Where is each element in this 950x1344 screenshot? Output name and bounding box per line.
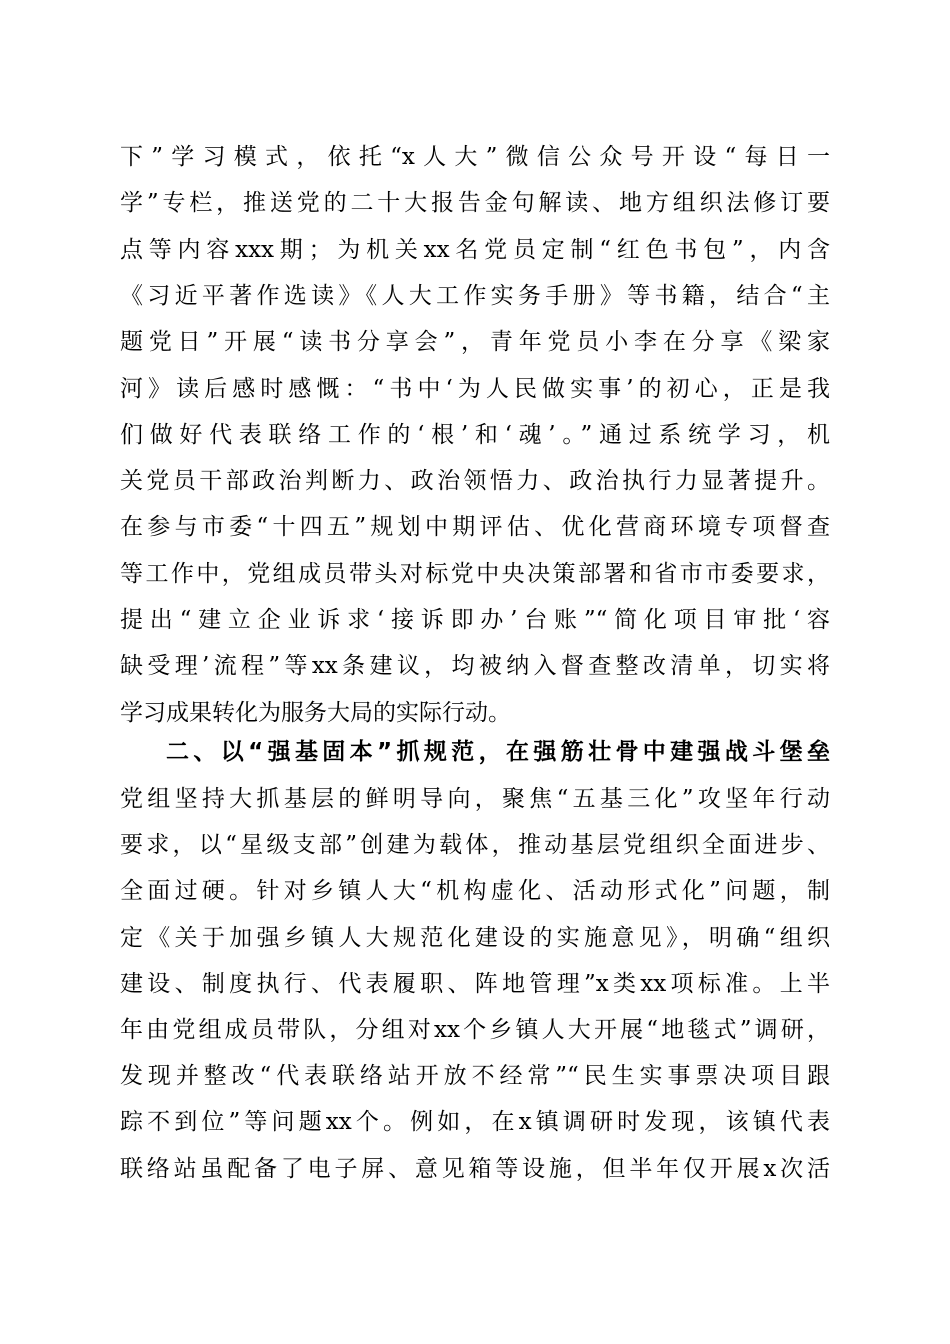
- text-line: 学”专栏，推送党的二十大报告金句解读、地方组织法修订要: [120, 190, 830, 217]
- text-line: 发现并整改“代表联络站开放不经常”“民生实事票决项目跟: [120, 1063, 830, 1090]
- text-line: 要求，以“星级支部”创建为载体，推动基层党组织全面进步、: [120, 832, 830, 859]
- text-line: 党组坚持大抓基层的鲜明导向，聚焦“五基三化”攻坚年行动: [120, 786, 830, 812]
- text-line: 全面过硬。针对乡镇人大“机构虚化、活动形式化”问题，制: [120, 878, 830, 905]
- text-line: 联络站虽配备了电子屏、意见箱等设施，但半年仅开展x次活: [120, 1155, 830, 1182]
- text-line: 提出“建立企业诉求‘接诉即办’台账”“简化项目审批‘容: [120, 607, 830, 633]
- text-line: 定《关于加强乡镇人大规范化建设的实施意见》，明确“组织: [120, 924, 830, 951]
- text-line: 们做好代表联络工作的‘根’和‘魂’。”通过系统学习，机: [120, 421, 830, 448]
- text-line: 年由党组成员带队，分组对xx个乡镇人大开展“地毯式”调研，: [120, 1017, 830, 1043]
- text-line: 关党员干部政治判断力、政治领悟力、政治执行力显著提升。: [120, 468, 830, 495]
- text-line: 学习成果转化为服务大局的实际行动。: [120, 699, 511, 726]
- text-line: 《习近平著作选读》《人大工作实务手册》等书籍，结合“主: [120, 282, 830, 309]
- text-line: 下”学习模式，依托“x人大”微信公众号开设“每日一: [120, 144, 830, 170]
- text-line: 等工作中，党组成员带头对标党中央决策部署和省市市委要求，: [120, 560, 830, 587]
- section-2-heading: 二、以“强基固本”抓规范，在强筋壮骨中建强战斗堡垒: [166, 739, 830, 765]
- text-line: 建设、制度执行、代表履职、阵地管理”x类xx项标准。上半: [120, 970, 830, 997]
- text-line: 缺受理’流程”等xx条建议，均被纳入督查整改清单，切实将: [120, 653, 830, 680]
- text-line: 题党日”开展“读书分享会”，青年党员小李在分享《梁家: [120, 329, 830, 356]
- text-line: 河》读后感时感慨：“书中‘为人民做实事’的初心，正是我: [120, 375, 830, 402]
- text-line: 踪不到位”等问题xx个。例如，在x镇调研时发现，该镇代表: [120, 1109, 830, 1136]
- text-line: 点等内容xxx期；为机关xx名党员定制“红色书包”，内含: [120, 236, 830, 263]
- text-line: 在参与市委“十四五”规划中期评估、优化营商环境专项督查: [120, 514, 830, 541]
